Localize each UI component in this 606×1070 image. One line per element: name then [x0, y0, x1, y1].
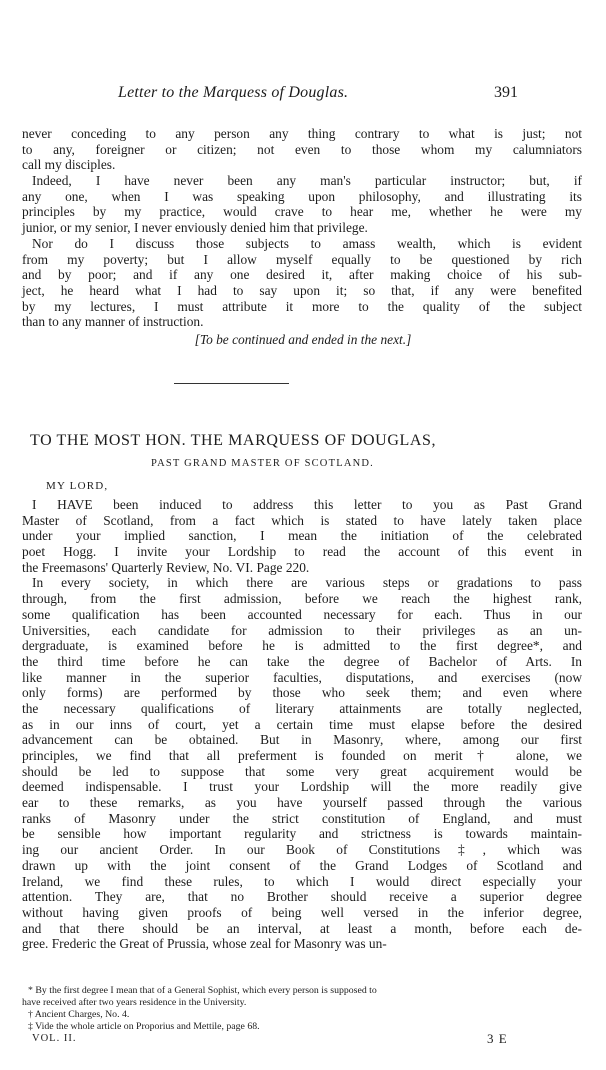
letter-body [22, 497, 582, 952]
letter-subheading: PAST GRAND MASTER OF SCOTLAND. [151, 458, 374, 469]
text-line: ear to these remarks, as you have yourself passed through the various [22, 795, 582, 811]
page-number: 391 [494, 84, 518, 101]
text-line: than to any manner of instruction. [22, 314, 204, 330]
text-line: without having given proofs of being well versed in the inferior degree, [22, 904, 582, 920]
text-line: advancement can be obtained. But in Masonry, where, among our first [22, 732, 582, 748]
text-line: by my lectures, I must attribute it more to the quality of the subject [22, 298, 582, 314]
text-line: ing our ancient Order. In our Book of Constitutions‡, which was [22, 842, 582, 858]
text-line: the third time before he can take the degree of Bachelor of Arts. In [22, 653, 582, 669]
text-line: any one, when I was speaking upon philosophy, and illustrating its [22, 188, 582, 204]
text-line: be sensible how important regularity and strictness is towards maintain- [22, 826, 582, 842]
text-line: to any, foreigner or citizen; not even to those whom my calumniators [22, 141, 582, 157]
running-head-title: Letter to the Marquess of Douglas. [118, 84, 349, 101]
text-line: call my disciples. [22, 157, 116, 173]
text-line: drawn up with the joint consent of the Grand Lodges of Scotland and [22, 857, 582, 873]
letter-salutation: MY LORD, [46, 480, 109, 492]
section-divider [174, 383, 289, 384]
text-line: ranks of Masonry under the strict constitution of England, and must [22, 810, 582, 826]
text-line: ject, he heard what I had to say upon it; so that, if any were benefited [22, 282, 582, 298]
text-line: poet Hogg. I invite your Lordship to read the account of this event in [22, 544, 582, 560]
running-head [0, 84, 606, 108]
text-line: Ireland, we find these rules, to which I would direct especially your [22, 873, 582, 889]
text-line: the necessary qualifications of literary attainments are totally neglected, [22, 700, 582, 716]
text-line: and by poor; and if any one desired it, after making choice of his sub- [22, 267, 582, 283]
text-line: from my poverty; but I allow myself equally to be questioned by rich [22, 251, 582, 267]
text-line: the Freemasons' Quarterly Review, No. VI. Page 220. [22, 559, 310, 575]
footnote-line: * By the first degree I mean that of a General Sophist, which every person is supposed to [28, 985, 377, 996]
text-line: never conceding to any person any thing contrary to what is just; not [22, 126, 582, 141]
text-line: should be led to suppose that some very great acquirement would be [22, 763, 582, 779]
text-line: Nor do I discuss those subjects to amass wealth, which is evident [32, 235, 582, 251]
continued-note [0, 332, 606, 348]
signature-mark: 3 E [487, 1031, 508, 1046]
text-line: In every society, in which there are various steps or gradations to pass [32, 575, 582, 591]
text-line: and that there should be an interval, at least a month, before each de- [22, 920, 582, 936]
text-line: Indeed, I have never been any man's particular instructor; but, if [32, 173, 582, 189]
text-line: dergraduate, is examined before he is admitted to the first degree*, and [22, 638, 582, 654]
text-line: only forms) are performed by those who seek them; and even where [22, 685, 582, 701]
text-line: attention. They are, that no Brother should receive a superior degree [22, 889, 582, 905]
footnote-line: ‡ Vide the whole article on Proporius and Mettile, page 68. [28, 1021, 260, 1032]
text-line: under your implied sanction, I mean the initiation of the celebrated [22, 528, 582, 544]
text-line: principles by my practice, would crave to hear me, whether he were my [22, 204, 582, 220]
text-line: deemed indispensable. I trust your Lordship will the more readily give [22, 779, 582, 795]
continued-note-text: [To be continued and ended in the next.] [194, 332, 412, 347]
top-paragraphs [22, 126, 582, 330]
text-line: Master of Scotland, from a fact which is stated to have lately taken place [22, 512, 582, 528]
text-line: through, from the first admission, before we reach the highest rank, [22, 591, 582, 607]
footnotes [22, 985, 582, 1033]
text-line: principles, we find that all preferment is founded on merit† alone, we [22, 748, 582, 763]
footnote-line: † Ancient Charges, No. 4. [28, 1009, 130, 1020]
text-line: gree. Frederic the Great of Prussia, whose zeal for Masonry was un- [22, 936, 387, 952]
footnote-line: have received after two years residence in the University. [22, 997, 247, 1008]
text-line: I HAVE been induced to address this letter to you as Past Grand [32, 497, 582, 512]
text-line: Universities, each candidate for admission to their privileges as an un- [22, 622, 582, 638]
text-line: junior, or my senior, I never enviously denied him that privilege. [22, 220, 368, 236]
letter-heading: TO THE MOST HON. THE MARQUESS OF DOUGLAS, [30, 432, 437, 449]
volume-label: VOL. II. [32, 1033, 77, 1044]
text-line: as in our inns of court, yet a certain time must elapse before the desired [22, 716, 582, 732]
text-line: some qualification has been accounted necessary for each. Thus in our [22, 606, 582, 622]
text-line: like manner in the superior faculties, disputations, and exercises (now [22, 669, 582, 685]
